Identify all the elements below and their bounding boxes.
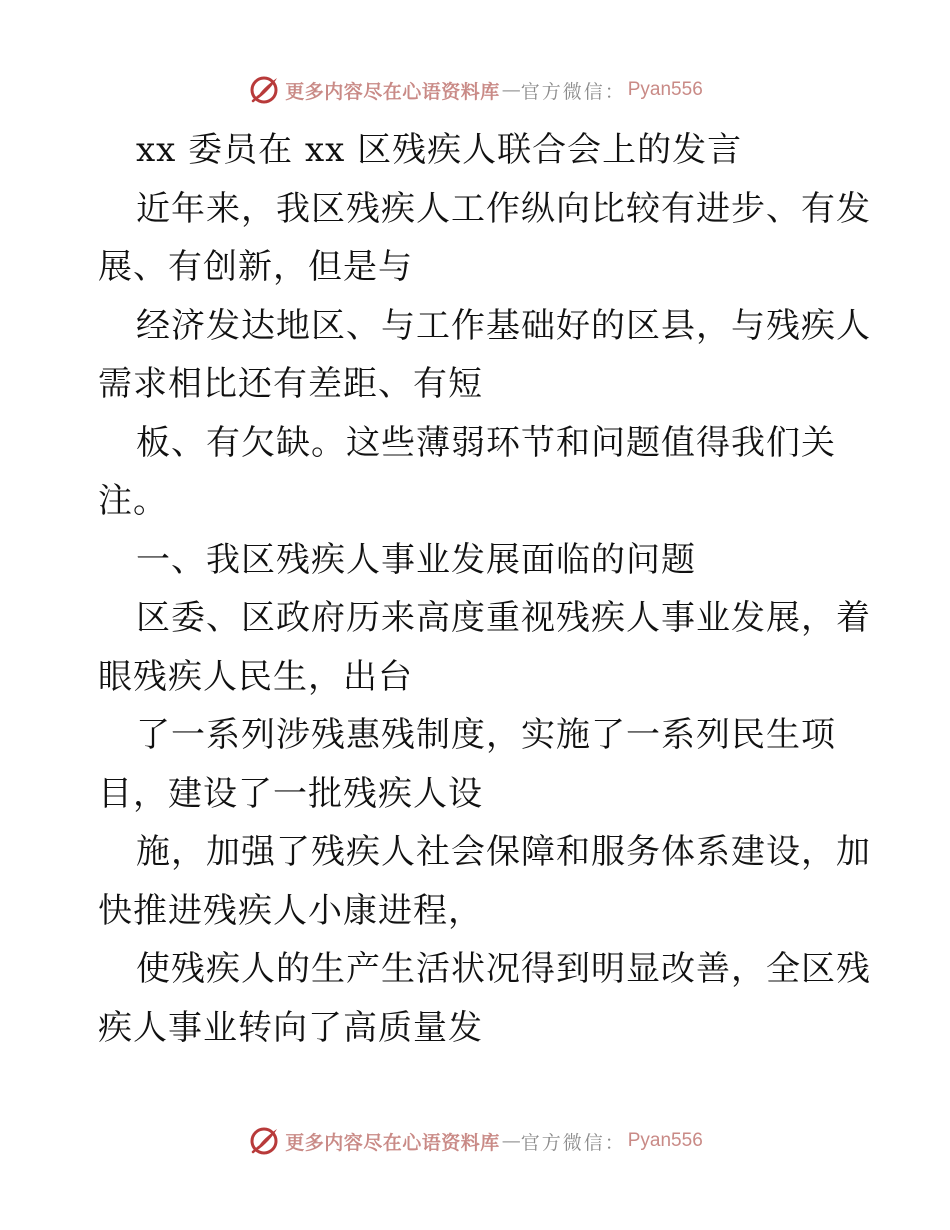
text-line: 需求相比还有差距、有短	[98, 364, 483, 404]
watermark-site-text: 更多内容尽在心语资料库	[285, 80, 500, 103]
text-line: 目，建设了一批残疾人设	[98, 773, 483, 814]
watermark-label: 官方微信：	[520, 1131, 626, 1154]
text-line: 使残疾人的生产生活状况得到明显改善，全区残	[136, 949, 871, 989]
text-line: 区委、区政府历来高度重视残疾人事业发展，着	[136, 598, 871, 638]
text-line: 施，加强了残疾人社会保障和服务体系建设，加	[136, 832, 871, 872]
text-line: 眼残疾人民生，出台	[98, 656, 413, 697]
text-line: 注。	[98, 481, 168, 521]
text-line: 近年来，我区残疾人工作纵向比较有进步、有发	[136, 188, 871, 229]
text-line: 快推进残疾人小康进程，	[98, 890, 483, 931]
text-line: 展、有创新，但是与	[98, 247, 413, 287]
text-line: 疾人事业转向了高质量发	[98, 1007, 483, 1048]
quill-logo-icon	[247, 73, 281, 107]
document-body	[98, 121, 871, 1057]
watermark-separator: —	[501, 79, 521, 101]
text-line: 经济发达地区、与工作基础好的区县，与残疾人	[136, 305, 871, 346]
text-line: 一、我区残疾人事业发展面临的问题	[136, 539, 696, 580]
watermark-site-text: 更多内容尽在心语资料库	[285, 1131, 500, 1154]
header-watermark	[0, 72, 950, 108]
footer-watermark	[0, 1123, 950, 1159]
quill-logo-icon	[247, 1124, 281, 1158]
text-line: 了一系列涉残惠残制度，实施了一系列民生项	[136, 715, 836, 755]
watermark-wechat-id: Pyan556	[627, 1130, 703, 1151]
watermark-wechat-id: Pyan556	[627, 79, 703, 100]
document-title: xx 委员在 xx 区残疾人联合会上的发言	[136, 130, 743, 170]
watermark-label: 官方微信：	[520, 80, 626, 103]
text-line: 板、有欠缺。这些薄弱环节和问题值得我们关	[136, 422, 836, 463]
watermark-separator: —	[501, 1130, 521, 1152]
